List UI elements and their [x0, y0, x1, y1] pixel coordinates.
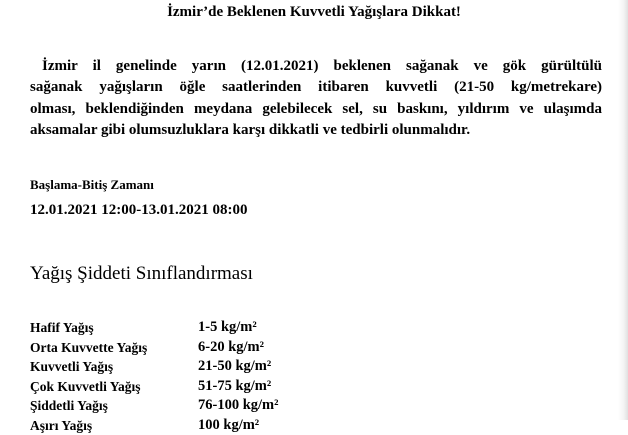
paragraph-line: sağanak yağışların öğle saatlerinden itibaren kuvvetli (21-50 kg/metrekare) [30, 77, 602, 98]
classification-name: Kuvvetli Yağış [30, 357, 113, 377]
classification-range: 100 kg/m² [198, 416, 259, 435]
classification-row [30, 396, 330, 416]
classification-name: Hafif Yağış [30, 318, 94, 338]
classification-name: Şiddetli Yağış [30, 396, 108, 416]
classification-range: 1-5 kg/m² [198, 318, 257, 338]
paragraph-line-text: İzmir il genelinde yarın (12.01.2021) beklenen sağanak ve gök gürültülü [42, 58, 602, 74]
classification-name: Aşırı Yağış [30, 416, 92, 435]
time-window-value: 12.01.2021 12:00-13.01.2021 08:00 [30, 200, 248, 220]
classification-row [30, 338, 330, 358]
classification-range: 76-100 kg/m² [198, 396, 278, 416]
warning-paragraph [30, 56, 602, 141]
classification-row [30, 377, 330, 397]
classification-name: Orta Kuvvette Yağış [30, 338, 147, 358]
paragraph-line: aksamalar gibi olumsuzluklara karşı dikkatli ve tedbirli olunmalıdır. [30, 120, 602, 141]
document-title: İzmir’de Beklenen Kuvvetli Yağışlara Dikkat! [0, 2, 628, 22]
classification-row [30, 416, 330, 424]
paragraph-line: olması, beklendiğinden meydana gelebilecek sel, su baskını, yıldırım ve ulaşımda [30, 99, 602, 120]
classification-table [30, 318, 330, 424]
time-window-label: Başlama-Bitiş Zamanı [30, 176, 154, 194]
paragraph-line [30, 56, 602, 77]
classification-heading: Yağış Şiddeti Sınıflandırması [30, 262, 253, 286]
classification-range: 21-50 kg/m² [198, 357, 271, 377]
page-edge-shadow [618, 0, 628, 420]
classification-row [30, 357, 330, 377]
classification-range: 51-75 kg/m² [198, 377, 271, 397]
classification-range: 6-20 kg/m² [198, 338, 264, 358]
classification-name: Çok Kuvvetli Yağış [30, 377, 141, 397]
classification-row [30, 318, 330, 338]
